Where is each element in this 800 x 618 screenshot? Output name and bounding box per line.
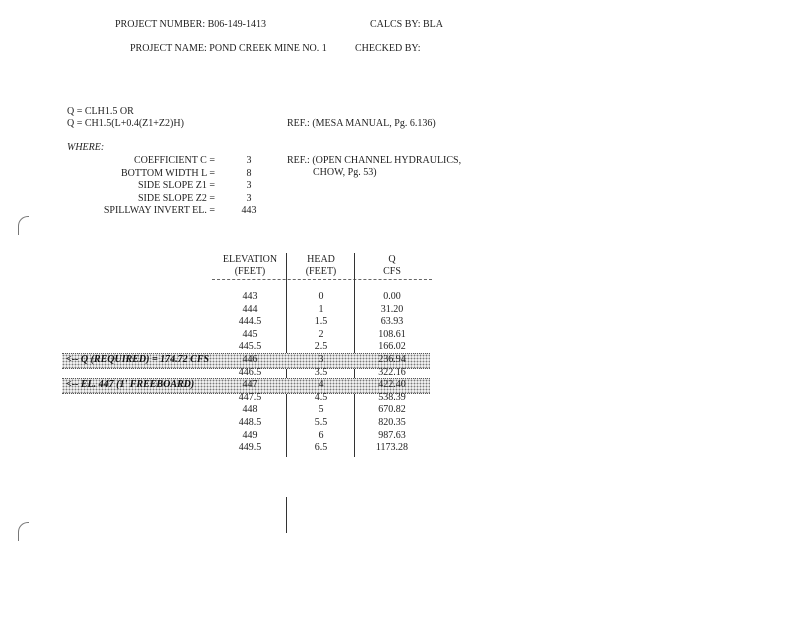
- parameter-value: 8: [246, 167, 252, 179]
- head-cell: 5: [318, 404, 324, 416]
- project-name-label: PROJECT NAME:: [130, 43, 207, 54]
- parameter-value: 3: [246, 192, 252, 204]
- q-cell: 166.02: [378, 341, 406, 353]
- header-q: Q: [388, 254, 396, 265]
- head-cell: 6.5: [314, 442, 328, 454]
- q-cell: 108.61: [378, 328, 406, 340]
- head-cell: 6: [318, 429, 324, 441]
- header-head-unit: (FEET): [305, 266, 337, 277]
- elevation-cell: 447.5: [238, 391, 262, 403]
- formula-line-2: Q = CH1.5(L+0.4(Z1+Z2)H): [67, 118, 184, 129]
- head-cell: 3.5: [314, 366, 328, 378]
- header-elevation-unit: (FEET): [234, 266, 266, 277]
- head-cell: 2: [318, 328, 324, 340]
- where-label: WHERE:: [67, 142, 105, 153]
- head-cell: 4.5: [314, 391, 328, 403]
- elevation-cell: 444.5: [238, 316, 262, 328]
- elevation-cell: 448.5: [238, 417, 262, 428]
- calcs-by-label: CALCS BY:: [370, 19, 421, 30]
- elevation-cell: 445.5: [238, 341, 262, 353]
- head-cell: 2.5: [314, 341, 328, 353]
- q-cell: 538.39: [378, 391, 406, 403]
- formula-line-1: Q = CLH1.5 OR: [67, 106, 134, 117]
- project-number-value: B06-149-1413: [207, 19, 266, 30]
- row-annotation: <-- Q (REQUIRED) = 174.72 CFS: [66, 354, 210, 365]
- row-annotation: <-- EL. 447 (1' FREEBOARD): [66, 379, 195, 391]
- project-number-line: [115, 19, 266, 31]
- q-cell: 670.82: [378, 404, 406, 416]
- project-name-value: POND CREEK MINE NO. 1: [209, 43, 327, 54]
- q-cell: 820.35: [378, 417, 406, 428]
- checked-by-label: CHECKED BY:: [355, 43, 421, 54]
- hydraulics-reference-line-1: REF.: (OPEN CHANNEL HYDRAULICS,: [287, 155, 462, 166]
- elevation-cell: 449: [242, 429, 258, 441]
- header-q-unit: CFS: [383, 266, 401, 277]
- stray-line: [286, 497, 287, 533]
- elevation-cell: 446.5: [238, 366, 262, 378]
- elevation-cell: 447: [242, 379, 258, 391]
- q-cell: 0.00: [383, 291, 401, 302]
- head-cell: 0: [318, 291, 324, 302]
- parameter-value: 3: [246, 155, 252, 166]
- elevation-cell: 448: [242, 404, 258, 416]
- parameter-value: 3: [246, 180, 252, 191]
- elevation-cell: 446: [242, 354, 258, 365]
- header-head: HEAD: [307, 254, 335, 265]
- parameter-label: SIDE SLOPE Z1 =: [137, 180, 215, 191]
- elevation-cell: 443: [242, 291, 258, 302]
- elevation-cell: 445: [242, 328, 258, 340]
- project-number-label: PROJECT NUMBER:: [115, 19, 206, 30]
- scan-mark: [18, 522, 29, 541]
- q-cell: 236.94: [378, 354, 406, 365]
- head-cell: 5.5: [314, 417, 328, 428]
- parameter-value: 443: [241, 205, 257, 216]
- parameter-label: BOTTOM WIDTH L =: [120, 167, 215, 179]
- header-elevation: ELEVATION: [222, 254, 278, 265]
- head-cell: 1.5: [314, 316, 328, 328]
- elevation-cell: 449.5: [238, 442, 262, 454]
- hydraulics-reference-line-2: CHOW, Pg. 53): [313, 167, 377, 178]
- parameter-label: SIDE SLOPE Z2 =: [137, 192, 215, 204]
- head-cell: 1: [318, 303, 324, 315]
- parameter-label: SPILLWAY INVERT EL. =: [103, 205, 215, 216]
- project-name-line: [130, 43, 327, 55]
- q-cell: 322.16: [378, 366, 406, 378]
- q-cell: 1173.28: [375, 442, 409, 454]
- q-cell: 987.63: [378, 429, 406, 441]
- head-cell: 3: [318, 354, 324, 365]
- header-divider: [212, 279, 432, 280]
- q-cell: 31.20: [380, 303, 404, 315]
- calcs-by-line: [370, 19, 443, 31]
- formula-reference: REF.: (MESA MANUAL, Pg. 6.136): [287, 118, 436, 129]
- scan-mark: [18, 216, 29, 235]
- calcs-by-value: BLA: [422, 19, 443, 30]
- parameter-label: COEFFICIENT C =: [133, 155, 215, 166]
- q-cell: 63.93: [380, 316, 404, 328]
- q-cell: 422.40: [378, 379, 406, 391]
- elevation-cell: 444: [242, 303, 258, 315]
- head-cell: 4: [318, 379, 324, 391]
